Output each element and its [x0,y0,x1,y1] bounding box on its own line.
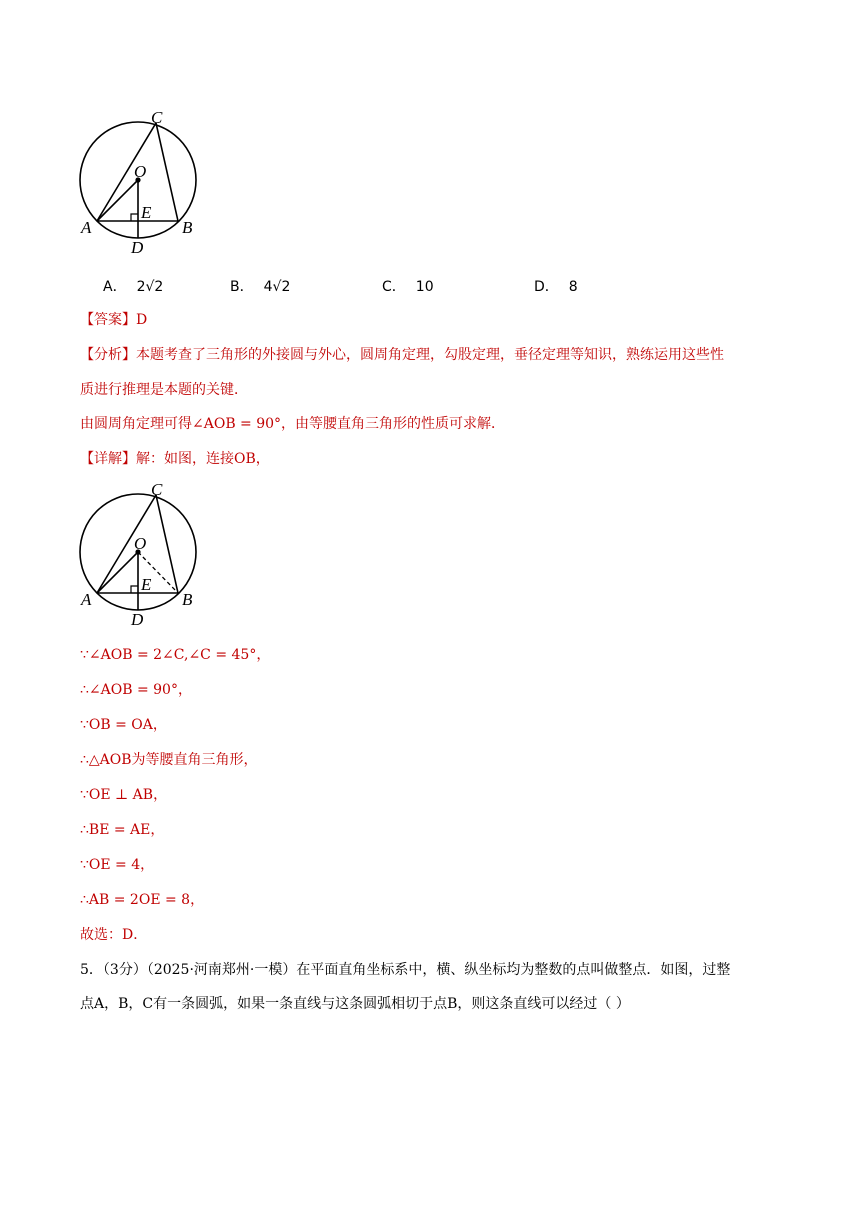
question-5-line-1: 5．（3分）（2025·河南郑州·一模）在平面直角坐标系中，横、纵坐标均为整数的点叫做整点．如图，过整 [80,962,731,978]
step-8: ∴AB = 2OE = 8， [80,892,205,908]
side-bc [156,123,178,221]
option-b: B． 4√2 [230,279,291,295]
question-5-line-2: 点A，B，C有一条圆弧，如果一条直线与这条圆弧相切于点B，则这条直线可以经过（ ） [80,996,630,1012]
step-4: ∴△AOB为等腰直角三角形， [80,752,258,768]
right-angle-mark [131,214,138,221]
right-angle-mark [131,586,138,593]
label-e: E [141,203,152,222]
answer-line: 【答案】D [80,312,148,328]
step-2: ∴∠AOB = 90°， [80,682,192,698]
label-c: C [151,480,163,499]
option-c: C． 10 [382,279,434,295]
step-3: ∵OB = OA， [80,717,167,733]
circle-figure-1 [70,105,210,265]
option-d: D． 8 [534,279,578,295]
label-d: D [131,610,144,629]
label-a: A [81,590,92,609]
side-bc [156,495,178,593]
analysis-line-2: 质进行推理是本题的关键． [80,382,248,398]
label-c: C [151,108,163,127]
label-b: B [182,218,193,237]
analysis-line-1: 【分析】本题考查了三角形的外接圆与外心，圆周角定理，勾股定理，垂径定理等知识，熟练运用这些性 [80,347,724,363]
label-b: B [182,590,193,609]
analysis-line-3: 由圆周角定理可得∠AOB = 90°，由等腰直角三角形的性质可求解． [80,416,506,432]
option-a: A． 2√2 [103,279,164,295]
label-e: E [141,575,152,594]
step-6: ∴BE = AE， [80,822,165,838]
label-d: D [131,238,144,257]
step-1: ∵∠AOB = 2∠C,∠C = 45°， [80,647,271,663]
step-5: ∵OE ⊥ AB， [80,787,168,803]
label-o: O [134,162,147,181]
step-7: ∵OE = 4， [80,857,155,873]
label-o: O [134,534,147,553]
final-choice: 故选：D． [80,927,148,943]
label-a: A [81,218,92,237]
circle-figure-2 [70,477,210,637]
detail-intro: 【详解】解：如图，连接OB， [80,451,270,467]
